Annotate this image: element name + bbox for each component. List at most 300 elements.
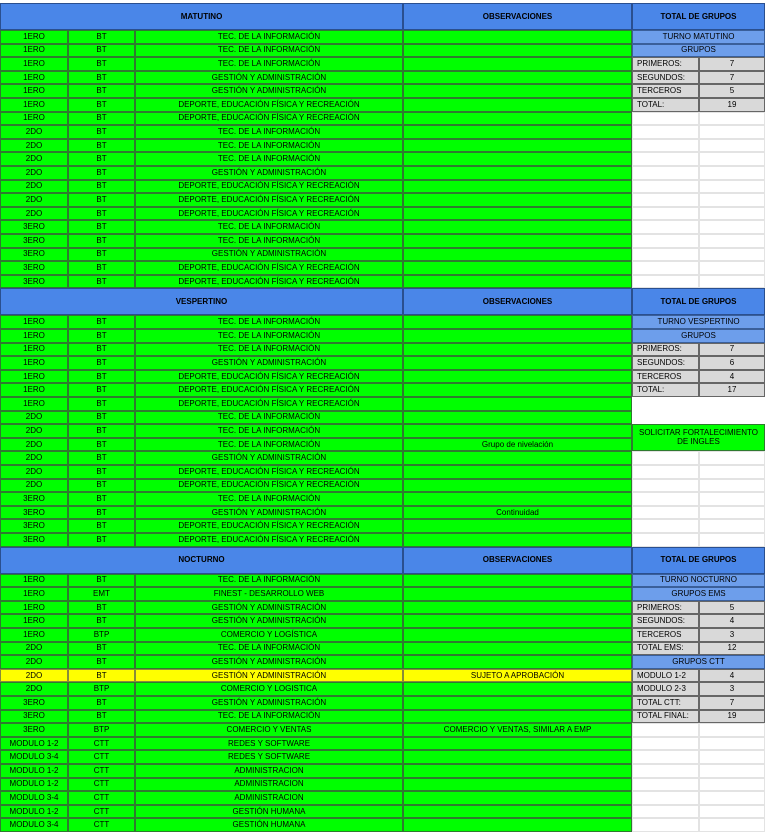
empty-cell[interactable] [699,152,765,166]
tipo-cell[interactable]: BT [68,152,135,166]
empty-cell[interactable] [699,261,765,275]
vespertino-summary-item-label[interactable]: TERCEROS [632,370,699,384]
observaciones-cell[interactable] [403,180,632,194]
tipo-cell[interactable]: BT [68,451,135,465]
tipo-cell[interactable]: CTT [68,778,135,792]
grado-cell[interactable]: 1ERO [0,628,68,642]
empty-cell[interactable] [699,451,765,465]
grado-cell[interactable]: 3ERO [0,220,68,234]
observaciones-cell[interactable] [403,778,632,792]
observaciones-cell[interactable] [403,574,632,588]
empty-cell[interactable] [632,519,699,533]
grado-cell[interactable]: 1ERO [0,587,68,601]
empty-cell[interactable] [699,723,765,737]
tipo-cell[interactable]: BT [68,574,135,588]
grado-cell[interactable]: 3ERO [0,275,68,289]
observaciones-cell[interactable] [403,261,632,275]
observaciones-cell[interactable] [403,737,632,751]
vespertino-summary-item-label[interactable]: PRIMEROS: [632,343,699,357]
carrera-cell[interactable]: GESTIÓN Y ADMINISTRACIÓN [135,356,403,370]
matutino-turno-label[interactable]: TURNO MATUTINO [632,30,765,44]
grado-cell[interactable]: 2DO [0,180,68,194]
nocturno-observaciones-header[interactable]: OBSERVACIONES [403,547,632,574]
grado-cell[interactable]: 1ERO [0,329,68,343]
grado-cell[interactable]: 1ERO [0,98,68,112]
nocturno-ems-item-value[interactable]: 5 [699,601,765,615]
carrera-cell[interactable]: ADMINISTRACION [135,791,403,805]
tipo-cell[interactable]: CTT [68,737,135,751]
grado-cell[interactable]: 2DO [0,682,68,696]
nocturno-ctt-item-label[interactable]: TOTAL FINAL: [632,710,699,724]
observaciones-cell[interactable] [403,125,632,139]
tipo-cell[interactable]: BT [68,356,135,370]
empty-cell[interactable] [632,180,699,194]
grado-cell[interactable]: MODULO 3-4 [0,750,68,764]
carrera-cell[interactable]: DEPORTE, EDUCACIÓN FÍSICA Y RECREACIÓN [135,193,403,207]
grado-cell[interactable]: 1ERO [0,315,68,329]
matutino-summary-item-value[interactable]: 7 [699,71,765,85]
observaciones-cell[interactable] [403,234,632,248]
tipo-cell[interactable]: CTT [68,764,135,778]
observaciones-cell[interactable] [403,614,632,628]
nocturno-header[interactable]: NOCTURNO [0,547,403,574]
empty-cell[interactable] [632,805,699,819]
observaciones-cell[interactable] [403,329,632,343]
observaciones-cell[interactable] [403,166,632,180]
grado-cell[interactable]: MODULO 1-2 [0,805,68,819]
empty-cell[interactable] [632,723,699,737]
carrera-cell[interactable]: TEC. DE LA INFORMACIÓN [135,411,403,425]
observaciones-cell[interactable]: Continuidad [403,506,632,520]
carrera-cell[interactable]: GESTIÓN HUMANA [135,818,403,832]
tipo-cell[interactable]: BTP [68,682,135,696]
empty-cell[interactable] [632,193,699,207]
empty-cell[interactable] [632,152,699,166]
observaciones-cell[interactable] [403,30,632,44]
grado-cell[interactable]: 2DO [0,411,68,425]
observaciones-cell[interactable] [403,642,632,656]
grado-cell[interactable]: 1ERO [0,397,68,411]
nocturno-ems-item-label[interactable]: TOTAL EMS: [632,642,699,656]
observaciones-cell[interactable] [403,343,632,357]
carrera-cell[interactable]: TEC. DE LA INFORMACIÓN [135,438,403,452]
vespertino-header[interactable]: VESPERTINO [0,288,403,315]
grado-cell[interactable]: 2DO [0,166,68,180]
carrera-cell[interactable]: ADMINISTRACION [135,778,403,792]
empty-cell[interactable] [699,193,765,207]
matutino-summary-item-value[interactable]: 19 [699,98,765,112]
empty-cell[interactable] [632,248,699,262]
tipo-cell[interactable]: BT [68,383,135,397]
carrera-cell[interactable]: COMERCIO Y LOGÍSTICA [135,628,403,642]
vespertino-turno-label[interactable]: TURNO VESPERTINO [632,315,765,329]
tipo-cell[interactable]: BT [68,438,135,452]
grado-cell[interactable]: 3ERO [0,261,68,275]
observaciones-cell[interactable] [403,207,632,221]
tipo-cell[interactable]: BT [68,329,135,343]
empty-cell[interactable] [699,750,765,764]
observaciones-cell[interactable] [403,479,632,493]
carrera-cell[interactable]: DEPORTE, EDUCACIÓN FÍSICA Y RECREACIÓN [135,465,403,479]
nocturno-ctt-item-value[interactable]: 3 [699,682,765,696]
grado-cell[interactable]: 1ERO [0,601,68,615]
matutino-observaciones-header[interactable]: OBSERVACIONES [403,3,632,30]
nocturno-ctt-item-value[interactable]: 19 [699,710,765,724]
empty-cell[interactable] [632,125,699,139]
carrera-cell[interactable]: DEPORTE, EDUCACIÓN FÍSICA Y RECREACIÓN [135,180,403,194]
grado-cell[interactable]: 2DO [0,451,68,465]
carrera-cell[interactable]: TEC. DE LA INFORMACIÓN [135,492,403,506]
tipo-cell[interactable]: BT [68,180,135,194]
tipo-cell[interactable]: BT [68,506,135,520]
matutino-summary-item-value[interactable]: 5 [699,84,765,98]
tipo-cell[interactable]: BT [68,479,135,493]
matutino-header[interactable]: MATUTINO [0,3,403,30]
empty-cell[interactable] [699,533,765,547]
nocturno-ems-item-value[interactable]: 4 [699,614,765,628]
grado-cell[interactable]: 2DO [0,139,68,153]
grado-cell[interactable]: 1ERO [0,370,68,384]
empty-cell[interactable] [699,180,765,194]
observaciones-cell[interactable]: SUJETO A APROBACIÓN [403,669,632,683]
grado-cell[interactable]: 3ERO [0,506,68,520]
tipo-cell[interactable]: CTT [68,805,135,819]
grado-cell[interactable]: MODULO 1-2 [0,778,68,792]
observaciones-cell[interactable] [403,601,632,615]
tipo-cell[interactable]: BT [68,248,135,262]
carrera-cell[interactable]: TEC. DE LA INFORMACIÓN [135,315,403,329]
grado-cell[interactable]: 1ERO [0,112,68,126]
matutino-summary-item-value[interactable]: 7 [699,57,765,71]
carrera-cell[interactable]: TEC. DE LA INFORMACIÓN [135,57,403,71]
vespertino-summary-item-value[interactable]: 4 [699,370,765,384]
tipo-cell[interactable]: BTP [68,628,135,642]
tipo-cell[interactable]: CTT [68,750,135,764]
carrera-cell[interactable]: DEPORTE, EDUCACIÓN FÍSICA Y RECREACIÓN [135,261,403,275]
carrera-cell[interactable]: TEC. DE LA INFORMACIÓN [135,44,403,58]
empty-cell[interactable] [699,207,765,221]
observaciones-cell[interactable] [403,696,632,710]
empty-cell[interactable] [699,125,765,139]
tipo-cell[interactable]: BT [68,234,135,248]
empty-cell[interactable] [632,220,699,234]
nocturno-ctt-item-label[interactable]: TOTAL CTT: [632,696,699,710]
empty-cell[interactable] [699,506,765,520]
grado-cell[interactable]: 2DO [0,152,68,166]
tipo-cell[interactable]: EMT [68,587,135,601]
carrera-cell[interactable]: GESTIÓN HUMANA [135,805,403,819]
empty-cell[interactable] [632,465,699,479]
observaciones-cell[interactable] [403,818,632,832]
carrera-cell[interactable]: DEPORTE, EDUCACIÓN FÍSICA Y RECREACIÓN [135,207,403,221]
tipo-cell[interactable]: CTT [68,818,135,832]
grado-cell[interactable]: MODULO 3-4 [0,791,68,805]
grado-cell[interactable]: 2DO [0,207,68,221]
carrera-cell[interactable]: DEPORTE, EDUCACIÓN FÍSICA Y RECREACIÓN [135,397,403,411]
matutino-summary-item-label[interactable]: PRIMEROS: [632,57,699,71]
tipo-cell[interactable]: BT [68,139,135,153]
observaciones-cell[interactable] [403,655,632,669]
grado-cell[interactable]: 1ERO [0,343,68,357]
tipo-cell[interactable]: BT [68,696,135,710]
observaciones-cell[interactable]: Grupo de nivelación [403,438,632,452]
tipo-cell[interactable]: BT [68,655,135,669]
carrera-cell[interactable]: GESTIÓN Y ADMINISTRACIÓN [135,71,403,85]
nocturno-ems-item-label[interactable]: SEGUNDOS: [632,614,699,628]
carrera-cell[interactable]: GESTIÓN Y ADMINISTRACIÓN [135,669,403,683]
grado-cell[interactable]: 1ERO [0,71,68,85]
matutino-summary-item-label[interactable]: TERCEROS [632,84,699,98]
vespertino-summary-item-label[interactable]: TOTAL: [632,383,699,397]
observaciones-cell[interactable] [403,791,632,805]
carrera-cell[interactable]: GESTIÓN Y ADMINISTRACIÓN [135,601,403,615]
nocturno-ctt-item-value[interactable]: 4 [699,669,765,683]
carrera-cell[interactable]: GESTIÓN Y ADMINISTRACIÓN [135,84,403,98]
vespertino-note[interactable]: SOLICITAR FORTALECIMIENTO DE INGLES [632,424,765,451]
grado-cell[interactable]: 3ERO [0,696,68,710]
observaciones-cell[interactable] [403,275,632,289]
nocturno-turno-label[interactable]: TURNO NOCTURNO [632,574,765,588]
grado-cell[interactable]: MODULO 1-2 [0,737,68,751]
observaciones-cell[interactable] [403,764,632,778]
carrera-cell[interactable]: DEPORTE, EDUCACIÓN FÍSICA Y RECREACIÓN [135,112,403,126]
empty-cell[interactable] [632,506,699,520]
empty-cell[interactable] [632,764,699,778]
empty-cell[interactable] [632,451,699,465]
grado-cell[interactable]: 2DO [0,424,68,438]
observaciones-cell[interactable] [403,411,632,425]
tipo-cell[interactable]: BT [68,275,135,289]
grado-cell[interactable]: 2DO [0,655,68,669]
observaciones-cell[interactable] [403,628,632,642]
observaciones-cell[interactable] [403,682,632,696]
carrera-cell[interactable]: TEC. DE LA INFORMACIÓN [135,710,403,724]
tipo-cell[interactable]: BT [68,166,135,180]
empty-cell[interactable] [699,465,765,479]
grado-cell[interactable]: 3ERO [0,248,68,262]
empty-cell[interactable] [632,479,699,493]
carrera-cell[interactable]: TEC. DE LA INFORMACIÓN [135,125,403,139]
grado-cell[interactable]: 2DO [0,438,68,452]
observaciones-cell[interactable] [403,519,632,533]
vespertino-summary-item-value[interactable]: 7 [699,343,765,357]
tipo-cell[interactable]: BT [68,397,135,411]
observaciones-cell[interactable] [403,98,632,112]
observaciones-cell[interactable] [403,193,632,207]
empty-cell[interactable] [632,275,699,289]
empty-cell[interactable] [699,479,765,493]
empty-cell[interactable] [632,112,699,126]
carrera-cell[interactable]: TEC. DE LA INFORMACIÓN [135,220,403,234]
observaciones-cell[interactable] [403,533,632,547]
vespertino-summary-item-value[interactable]: 6 [699,356,765,370]
carrera-cell[interactable]: TEC. DE LA INFORMACIÓN [135,139,403,153]
carrera-cell[interactable]: DEPORTE, EDUCACIÓN FÍSICA Y RECREACIÓN [135,370,403,384]
tipo-cell[interactable]: BT [68,710,135,724]
tipo-cell[interactable]: BT [68,465,135,479]
empty-cell[interactable] [699,519,765,533]
grado-cell[interactable]: 3ERO [0,710,68,724]
observaciones-cell[interactable] [403,451,632,465]
empty-cell[interactable] [699,220,765,234]
carrera-cell[interactable]: TEC. DE LA INFORMACIÓN [135,30,403,44]
nocturno-ems-item-value[interactable]: 12 [699,642,765,656]
observaciones-cell[interactable] [403,71,632,85]
tipo-cell[interactable]: CTT [68,791,135,805]
observaciones-cell[interactable] [403,139,632,153]
tipo-cell[interactable]: BT [68,492,135,506]
tipo-cell[interactable]: BT [68,411,135,425]
grado-cell[interactable]: 3ERO [0,234,68,248]
empty-cell[interactable] [632,791,699,805]
carrera-cell[interactable]: TEC. DE LA INFORMACIÓN [135,234,403,248]
carrera-cell[interactable]: COMERCIO Y VENTAS [135,723,403,737]
empty-cell[interactable] [699,737,765,751]
grado-cell[interactable]: 2DO [0,479,68,493]
empty-cell[interactable] [632,234,699,248]
nocturno-ctt-item-label[interactable]: MODULO 2-3 [632,682,699,696]
tipo-cell[interactable]: BT [68,193,135,207]
tipo-cell[interactable]: BT [68,125,135,139]
carrera-cell[interactable]: DEPORTE, EDUCACIÓN FÍSICA Y RECREACIÓN [135,519,403,533]
tipo-cell[interactable]: BT [68,98,135,112]
tipo-cell[interactable]: BT [68,71,135,85]
tipo-cell[interactable]: BT [68,669,135,683]
vespertino-summary-item-label[interactable]: SEGUNDOS: [632,356,699,370]
carrera-cell[interactable]: DEPORTE, EDUCACIÓN FÍSICA Y RECREACIÓN [135,533,403,547]
tipo-cell[interactable]: BT [68,84,135,98]
grado-cell[interactable]: 3ERO [0,519,68,533]
grado-cell[interactable]: 2DO [0,193,68,207]
carrera-cell[interactable]: DEPORTE, EDUCACIÓN FÍSICA Y RECREACIÓN [135,98,403,112]
empty-cell[interactable] [699,818,765,832]
grado-cell[interactable]: 1ERO [0,614,68,628]
grado-cell[interactable]: 3ERO [0,723,68,737]
observaciones-cell[interactable] [403,84,632,98]
observaciones-cell[interactable] [403,152,632,166]
grado-cell[interactable]: 2DO [0,669,68,683]
observaciones-cell[interactable] [403,750,632,764]
empty-cell[interactable] [632,207,699,221]
grado-cell[interactable]: 3ERO [0,533,68,547]
nocturno-ems-item-label[interactable]: TERCEROS [632,628,699,642]
grado-cell[interactable]: 2DO [0,465,68,479]
empty-cell[interactable] [699,139,765,153]
grado-cell[interactable]: MODULO 3-4 [0,818,68,832]
observaciones-cell[interactable] [403,587,632,601]
tipo-cell[interactable]: BT [68,519,135,533]
tipo-cell[interactable]: BT [68,642,135,656]
carrera-cell[interactable]: TEC. DE LA INFORMACIÓN [135,642,403,656]
nocturno-total-grupos-header[interactable]: TOTAL DE GRUPOS [632,547,765,574]
matutino-summary-item-label[interactable]: TOTAL: [632,98,699,112]
carrera-cell[interactable]: TEC. DE LA INFORMACIÓN [135,574,403,588]
carrera-cell[interactable]: REDES Y SOFTWARE [135,737,403,751]
carrera-cell[interactable]: GESTIÓN Y ADMINISTRACIÓN [135,166,403,180]
carrera-cell[interactable]: DEPORTE, EDUCACIÓN FÍSICA Y RECREACIÓN [135,383,403,397]
tipo-cell[interactable]: BT [68,601,135,615]
carrera-cell[interactable]: GESTIÓN Y ADMINISTRACIÓN [135,696,403,710]
grado-cell[interactable]: 1ERO [0,84,68,98]
empty-cell[interactable] [632,492,699,506]
empty-cell[interactable] [699,275,765,289]
empty-cell[interactable] [699,805,765,819]
grado-cell[interactable]: 1ERO [0,30,68,44]
tipo-cell[interactable]: BT [68,261,135,275]
vespertino-grupos-label[interactable]: GRUPOS [632,329,765,343]
observaciones-cell[interactable] [403,44,632,58]
matutino-grupos-label[interactable]: GRUPOS [632,44,765,58]
empty-cell[interactable] [632,261,699,275]
observaciones-cell[interactable] [403,492,632,506]
tipo-cell[interactable]: BT [68,370,135,384]
empty-cell[interactable] [699,764,765,778]
grado-cell[interactable]: 3ERO [0,492,68,506]
grado-cell[interactable]: 1ERO [0,356,68,370]
observaciones-cell[interactable] [403,424,632,438]
observaciones-cell[interactable] [403,710,632,724]
empty-cell[interactable] [632,139,699,153]
empty-cell[interactable] [632,166,699,180]
observaciones-cell[interactable] [403,112,632,126]
empty-cell[interactable] [632,750,699,764]
nocturno-grupos-ctt-label[interactable]: GRUPOS CTT [632,655,765,669]
carrera-cell[interactable]: GESTIÓN Y ADMINISTRACIÓN [135,451,403,465]
grado-cell[interactable]: 1ERO [0,44,68,58]
tipo-cell[interactable]: BT [68,315,135,329]
tipo-cell[interactable]: BT [68,44,135,58]
carrera-cell[interactable]: TEC. DE LA INFORMACIÓN [135,152,403,166]
observaciones-cell[interactable] [403,465,632,479]
observaciones-cell[interactable]: COMERCIO Y VENTAS, SIMILAR A EMP [403,723,632,737]
tipo-cell[interactable]: BT [68,112,135,126]
tipo-cell[interactable]: BT [68,30,135,44]
carrera-cell[interactable]: COMERCIO Y LOGISTICA [135,682,403,696]
carrera-cell[interactable]: REDES Y SOFTWARE [135,750,403,764]
empty-cell[interactable] [632,533,699,547]
observaciones-cell[interactable] [403,383,632,397]
grado-cell[interactable]: 2DO [0,642,68,656]
empty-cell[interactable] [699,248,765,262]
grado-cell[interactable]: 2DO [0,125,68,139]
tipo-cell[interactable]: BT [68,614,135,628]
carrera-cell[interactable]: TEC. DE LA INFORMACIÓN [135,343,403,357]
carrera-cell[interactable]: GESTIÓN Y ADMINISTRACIÓN [135,655,403,669]
tipo-cell[interactable]: BT [68,220,135,234]
empty-cell[interactable] [699,112,765,126]
vespertino-total-grupos-header[interactable]: TOTAL DE GRUPOS [632,288,765,315]
vespertino-observaciones-header[interactable]: OBSERVACIONES [403,288,632,315]
carrera-cell[interactable]: GESTIÓN Y ADMINISTRACIÓN [135,248,403,262]
tipo-cell[interactable]: BT [68,207,135,221]
tipo-cell[interactable]: BTP [68,723,135,737]
empty-cell[interactable] [699,234,765,248]
nocturno-grupos-ems-label[interactable]: GRUPOS EMS [632,587,765,601]
empty-cell[interactable] [699,166,765,180]
nocturno-ems-item-value[interactable]: 3 [699,628,765,642]
empty-cell[interactable] [632,818,699,832]
observaciones-cell[interactable] [403,805,632,819]
carrera-cell[interactable]: TEC. DE LA INFORMACIÓN [135,424,403,438]
nocturno-ctt-item-value[interactable]: 7 [699,696,765,710]
matutino-summary-item-label[interactable]: SEGUNDOS: [632,71,699,85]
grado-cell[interactable]: 1ERO [0,57,68,71]
observaciones-cell[interactable] [403,57,632,71]
observaciones-cell[interactable] [403,356,632,370]
carrera-cell[interactable]: GESTIÓN Y ADMINISTRACIÓN [135,506,403,520]
carrera-cell[interactable]: ADMINISTRACION [135,764,403,778]
matutino-total-grupos-header[interactable]: TOTAL DE GRUPOS [632,3,765,30]
